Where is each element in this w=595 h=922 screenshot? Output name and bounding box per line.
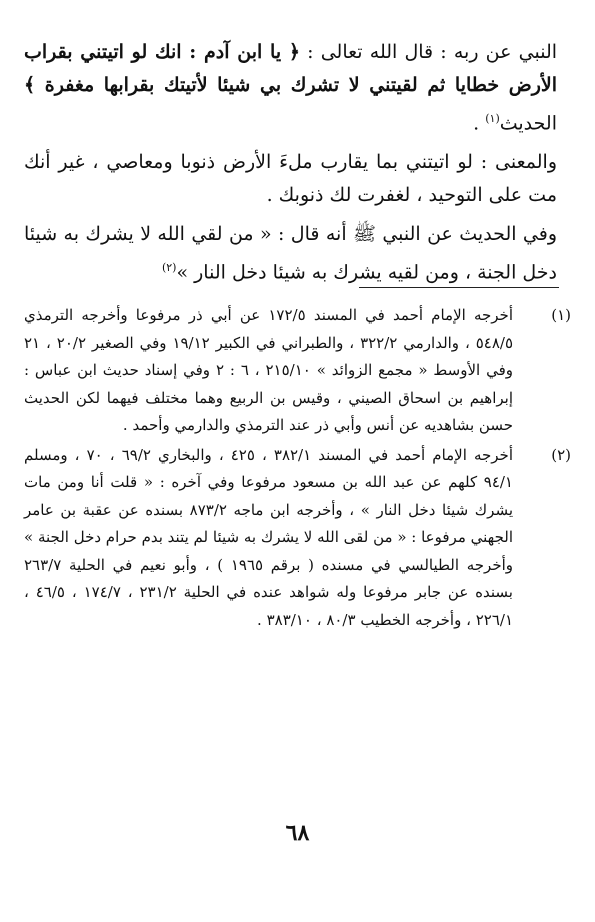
footnote-separator — [359, 287, 559, 288]
para1-tail: . — [473, 112, 486, 135]
para1-quote: ﴿ يا ابن آدم : انك لو اتيتني بقراب الأرض خطايا ثم لقيتني لا تشرك بي شيئا لأتيتك بقرابها مغفرة ﴾ — [24, 41, 557, 96]
main-text — [24, 36, 557, 296]
page-number: ٦٨ — [285, 820, 310, 846]
footnote-text: أخرجه الإمام أحمد في المسند ١٧٢/٥ عن أبي ذر مرفوعا وأخرجه الترمذي ٥٤٨/٥ ، والدارمي ٣٢٢/٢ ، والطبراني في الكبير ١٩/١٢ وفي الصغير ٢٠/٢ ، ٢١ وفي الأوسط « مجمع الزوائد » ٢١٥/١٠ ، ٦ : ٢ وفي إسناد حديث ابن عباس : إبراهيم بن اسحاق الصيني ، وقيس بن الربيع وهما مختلف فيهما لكن الحديث حسن بشاهديه عن أنس وأبي ذر عند الترمذي والدارمي وأحمد . — [24, 306, 513, 434]
footnote-ref-1: (١) — [485, 112, 500, 125]
footnote-number: (٢) — [551, 445, 571, 464]
para1-intro: النبي عن ربه : قال الله تعالى : — [300, 41, 558, 63]
footnote-2 — [24, 442, 571, 635]
footnote-number: (١) — [551, 306, 571, 324]
footnote-text: أخرجه الإمام أحمد في المسند ٣٨٢/١ ، ٤٢٥ ، والبخاري ٦٩/٢ ، ٧٠ ، ومسلم ٩٤/١ كلهم عن عبد الله بن مسعود مرفوعا وفي آخره : « قلت أنا ومن مات يشرك شيئا دخل النار » ، وأخرجه ابن ماجه ٨٧٣/٢ بسنده عن عقبة بن عامر الجهني مرفوعا : « من لقى الله لا يشرك به شيئا لم يتند بدم حرام دخل الجنة » وأخرجه الطيالسي في مسنده ( برقم ١٩٦٥ ) ، وأبو نعيم في الحلية ٢٦٣/٧ بسنده عن جابر مرفوعا وله شواهد عنده في الحلية ٢٣١/٢ ، ١٧٤/٧ ، ٤٦/٥ ، ٢٢٦/١ ، وأخرجه الخطيب ٨٠/٣ ، ٣٨٣/١٠ . — [24, 445, 514, 629]
paragraph-meaning: والمعنى : لو اتيتني بما يقارب ملءَ الأرض ذنوبا ومعاصي ، غير أنك مت على التوحيد ، لغفرت لك ذنوبك . — [24, 151, 557, 207]
para1-end: الحديث — [499, 112, 557, 135]
paragraph-hadith-qudsi — [24, 36, 557, 140]
para3-text: وفي الحديث عن النبي ﷺ أنه قال : « من لقي الله لا يشرك به شيئا دخل الجنة ، ومن لقيه يشرك به شيئا دخل النار » — [24, 223, 557, 284]
footnote-ref-2: (٢) — [161, 261, 177, 275]
footnotes — [24, 302, 571, 636]
footnote-1 — [24, 302, 571, 440]
paragraph-hadith — [24, 218, 557, 289]
